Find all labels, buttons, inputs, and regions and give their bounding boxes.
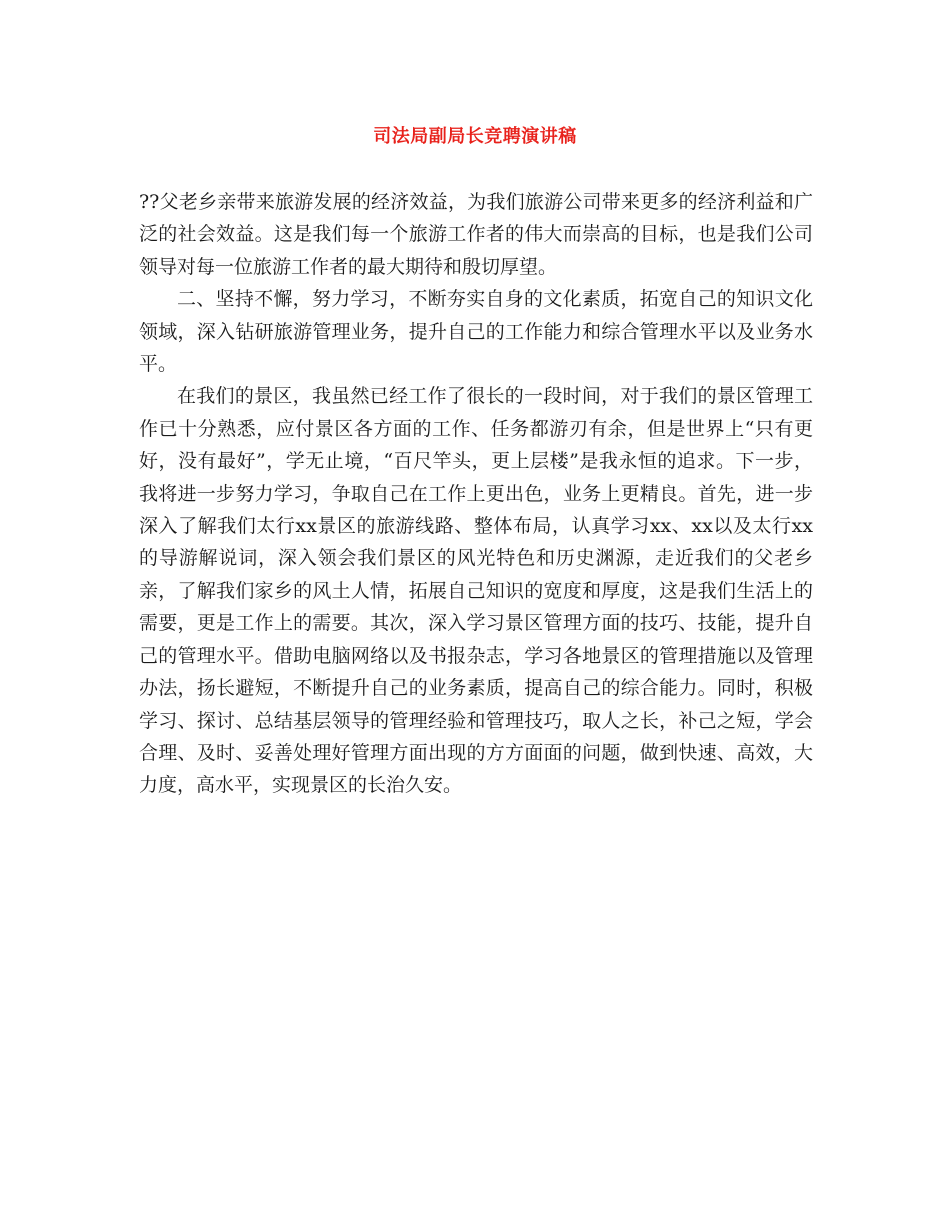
document-title: 司法局副局长竞聘演讲稿	[373, 126, 577, 147]
paragraph-3: 在我们的景区，我虽然已经工作了很长的一段时间，对于我们的景区管理工作已十分熟悉，应付景区各方面的工作、任务都游刃有余，但是世界上“只有更好，没有最好”，学无止境，“百尺竿头，更上层楼”是我永恒的追求。下一步，我将进一步努力学习，争取自己在工作上更出色，业务上更精良。首先，进一步深入了解我们太行xx景区的旅游线路、整体布局，认真学习xx、xx以及太行xx的导游解说词，深入领会我们景区的风光特色和历史渊源，走近我们的父老乡亲，了解我们家乡的风土人情，拓展自己知识的宽度和厚度，这是我们生活上的需要，更是工作上的需要。其次，深入学习景区管理方面的技巧、技能，提升自己的管理水平。借助电脑网络以及书报杂志，学习各地景区的管理措施以及管理办法，扬长避短，不断提升自己的业务素质，提高自己的综合能力。同时，积极学习、探讨、总结基层领导的管理经验和管理技巧，取人之长，补己之短，学会合理、及时、妥善处理好管理方面出现的方方面面的问题，做到快速、高效，大力度，高水平，实现景区的长治久安。	[139, 385, 813, 797]
paragraph-2: 二、坚持不懈，努力学习，不断夯实自身的文化素质，拓宽自己的知识文化领域，深入钻研旅游管理业务，提升自己的工作能力和综合管理水平以及业务水平。	[139, 288, 813, 376]
document-body	[139, 186, 813, 802]
paragraph-1: ??父老乡亲带来旅游发展的经济效益，为我们旅游公司带来更多的经济利益和广泛的社会效益。这是我们每一个旅游工作者的伟大而崇高的目标，也是我们公司领导对每一位旅游工作者的最大期待和殷切厚望。	[139, 191, 813, 278]
